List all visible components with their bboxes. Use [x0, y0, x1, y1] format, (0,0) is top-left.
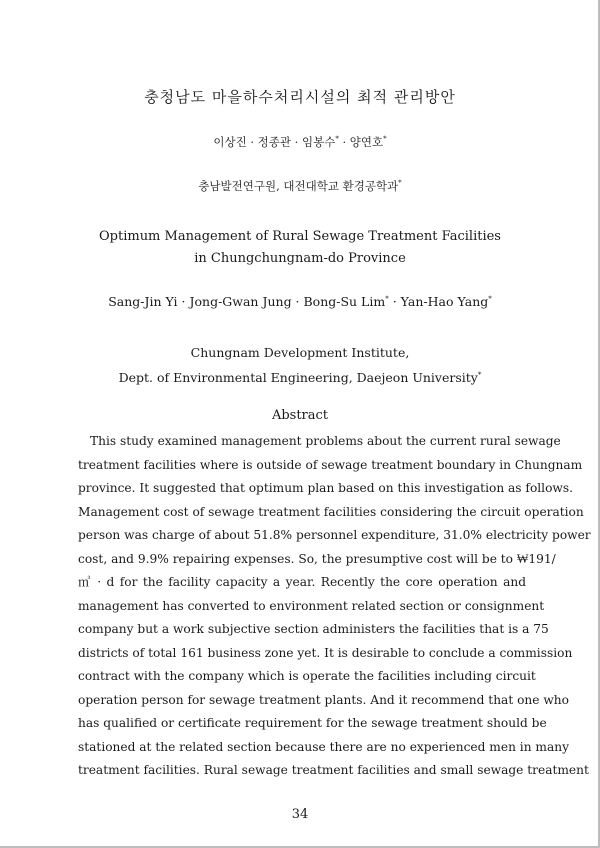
- abstract-line: stationed at the related section because there are no experienced men in many: [78, 739, 569, 754]
- english-affiliation: [0, 340, 600, 390]
- english-author-affil-mark: *: [385, 294, 389, 303]
- abstract-body: [78, 430, 591, 783]
- abstract-line: ㎥ · d for the facility capacity a year. Recently the core operation and: [78, 575, 526, 589]
- english-title-line-2: in Chungchungnam-do Province: [194, 251, 406, 266]
- abstract-heading: Abstract: [271, 408, 329, 423]
- abstract-line: province. It suggested that optimum plan based on this investigation as follows.: [78, 481, 573, 495]
- english-title: [0, 226, 600, 270]
- korean-affiliation-text: 충남발전연구원, 대전대학교 환경공학과: [198, 179, 399, 193]
- korean-author-last-affil-mark: *: [383, 135, 387, 144]
- english-authors: [0, 294, 600, 309]
- abstract-line: treatment facilities where is outside of sewage treatment boundary in Chungnam: [78, 457, 583, 472]
- korean-author-names: 이상진 · 정종관 · 임봉수: [213, 135, 336, 149]
- korean-affiliation-mark: *: [398, 179, 402, 188]
- abstract-line: treatment facilities. Rural sewage treatment facilities and small sewage treatment: [78, 763, 589, 777]
- english-author-names: Sang-Jin Yi · Jong-Gwan Jung · Bong-Su Lim: [108, 294, 386, 309]
- abstract-line: operation person for sewage treatment plants. And it recommend that one who: [78, 692, 569, 707]
- english-affiliation-line-2-text: Dept. of Environmental Engineering, Daejeon University: [118, 370, 478, 385]
- korean-author-affil-mark: *: [335, 135, 339, 144]
- abstract-line: Management cost of sewage treatment facilities considering the circuit operation: [78, 504, 584, 519]
- korean-affiliation: [0, 178, 600, 194]
- abstract-line: has qualified or certificate requirement for the sewage treatment should be: [78, 716, 547, 730]
- abstract-line: person was charge of about 51.8% personnel expenditure, 31.0% electricity power: [78, 528, 591, 542]
- english-affiliation-line-2: [0, 365, 600, 390]
- english-affiliation-mark: *: [477, 370, 482, 379]
- page-number: 34: [291, 807, 309, 822]
- abstract-line: management has converted to environment related section or consignment: [78, 598, 545, 613]
- english-author-last-affil-mark: *: [488, 294, 492, 303]
- korean-author-last: · 양연호: [338, 135, 384, 149]
- abstract-line: contract with the company which is operate the facilities including circuit: [78, 669, 536, 683]
- korean-title: 충청남도 마을하수처리시설의 최적 관리방안: [144, 88, 456, 106]
- abstract-line: cost, and 9.9% repairing expenses. So, the presumptive cost will be to ₩191/: [78, 551, 556, 566]
- english-affiliation-line-1: Chungnam Development Institute,: [190, 345, 410, 360]
- english-title-line-1: Optimum Management of Rural Sewage Treatment Facilities: [99, 229, 501, 244]
- english-author-last: · Yan-Hao Yang: [388, 294, 489, 309]
- abstract-line: company but a work subjective section administers the facilities that is a 75: [78, 622, 549, 636]
- korean-authors: [0, 134, 600, 150]
- abstract-line: This study examined management problems about the current rural sewage: [90, 434, 561, 448]
- abstract-line: districts of total 161 business zone yet. It is desirable to conclude a commission: [78, 645, 573, 660]
